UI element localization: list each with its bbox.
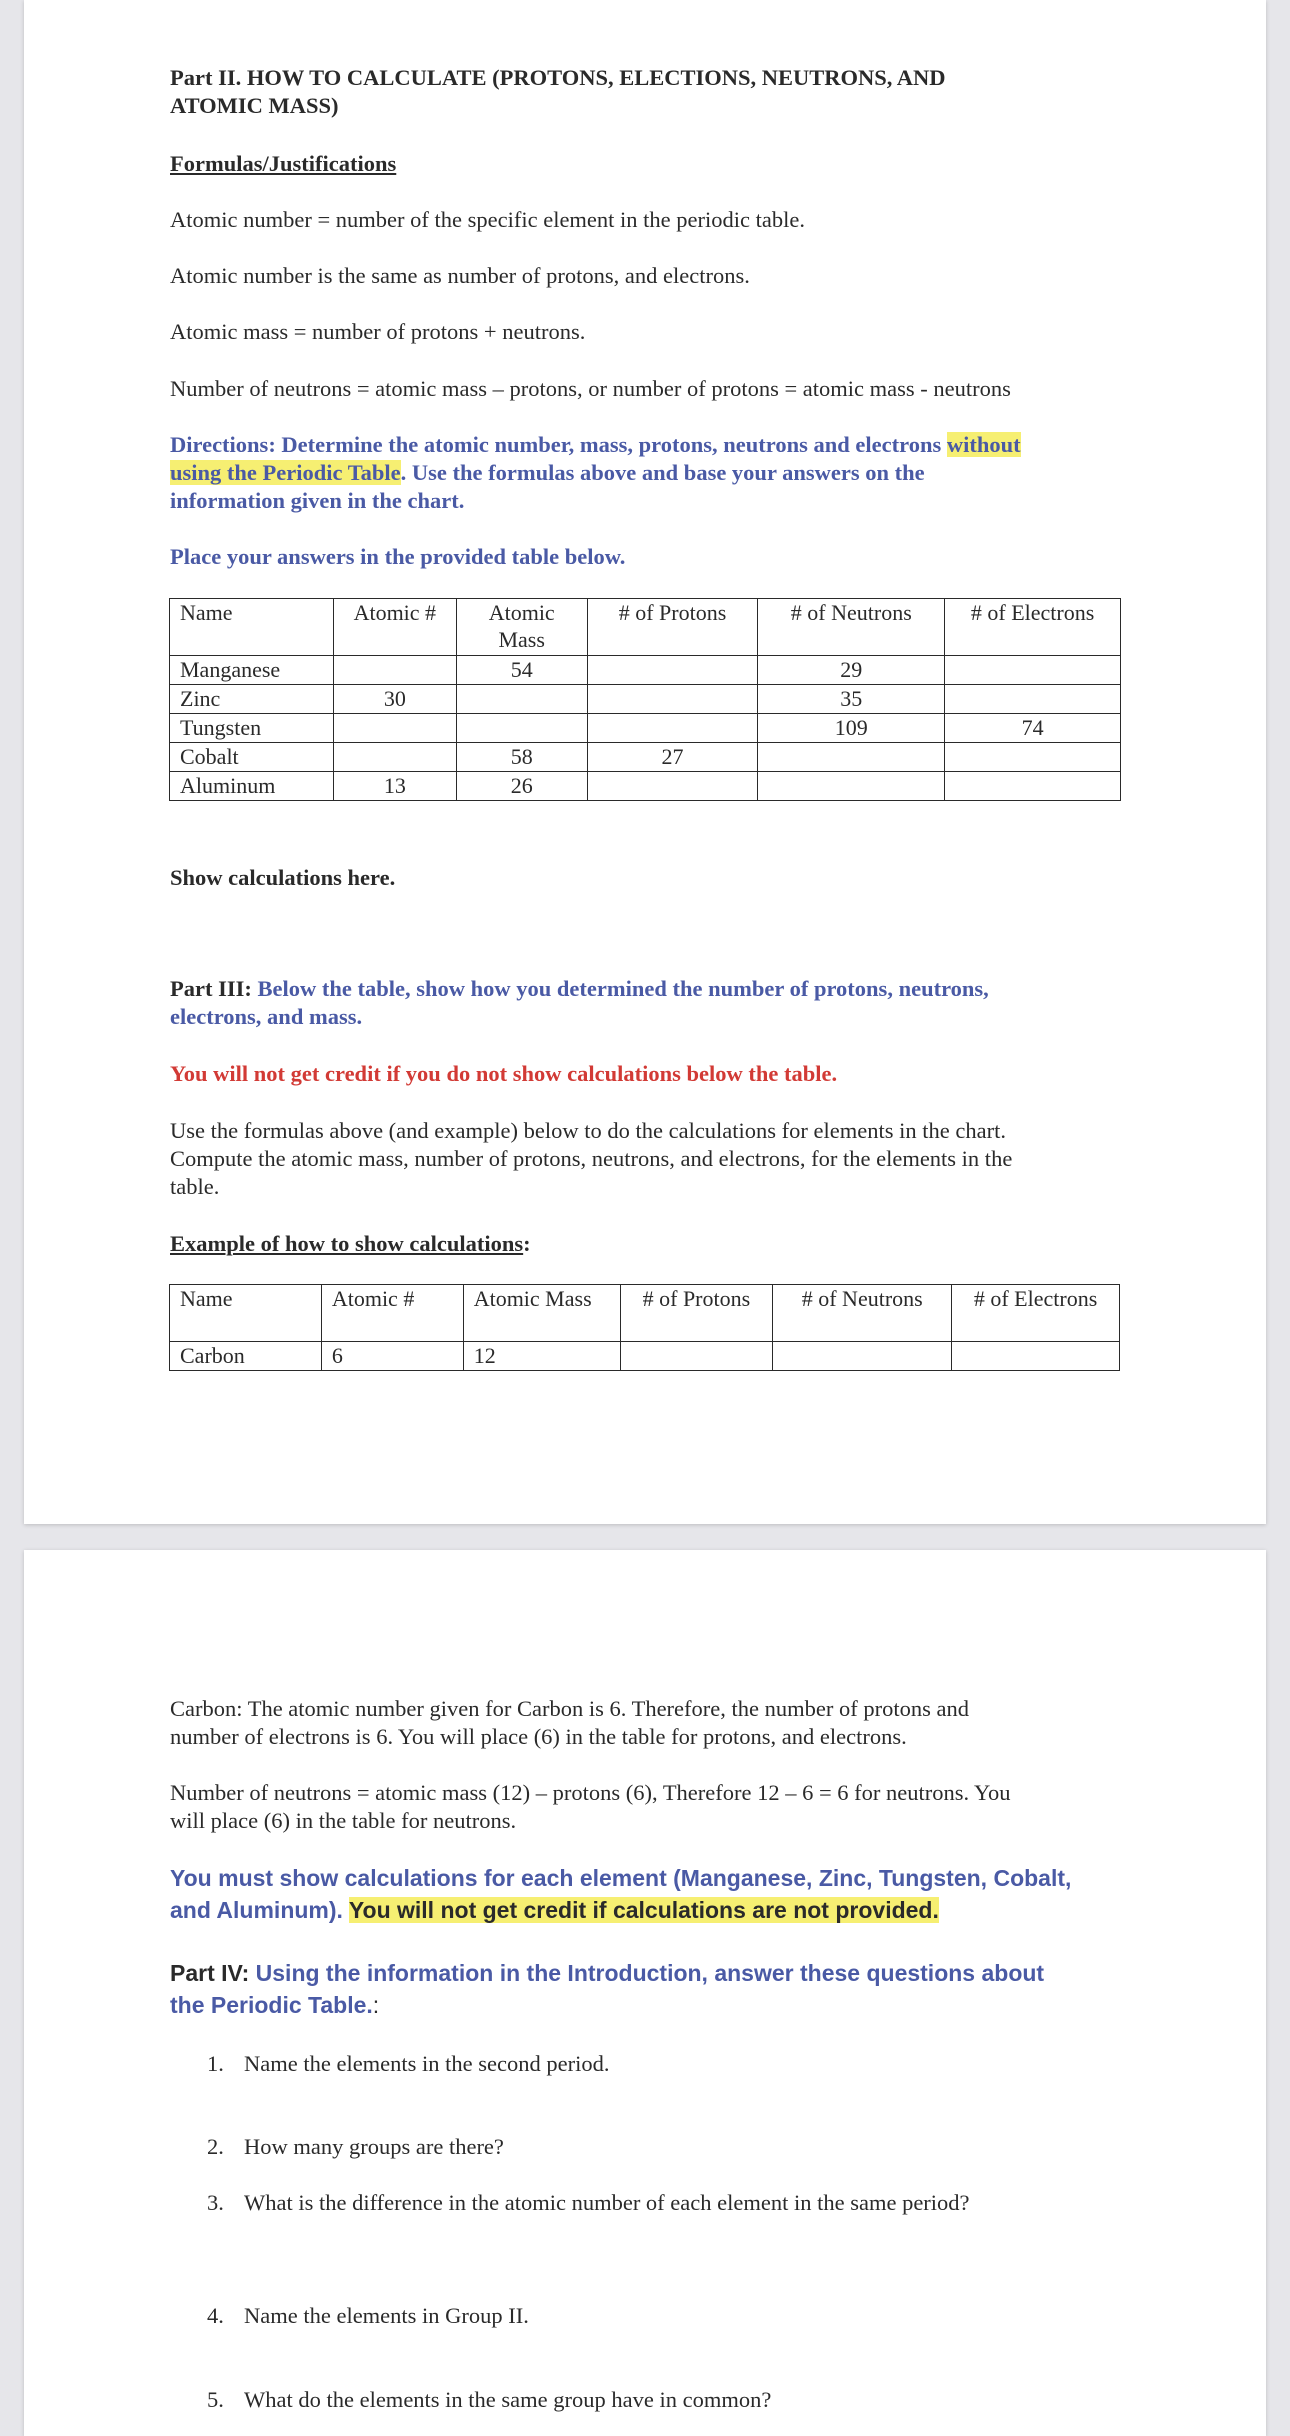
cell-atomic-mass[interactable]: 54 <box>456 656 587 685</box>
cell-neutrons[interactable]: 29 <box>758 656 945 685</box>
part4-title: Part IV: Using the information in the Introduction, answer these questions about the Periodic Table.: <box>170 1960 1045 2018</box>
calculation-instructions: Use the formulas above (and example) below to do the calculations for elements in the chart. Compute the atomic mass, number of protons, neutrons, and electrons, for the elements in the table. <box>170 1118 1013 1199</box>
place-answers: Place your answers in the provided table below. <box>170 544 626 569</box>
formulas-heading: Formulas/Justifications <box>170 151 397 176</box>
cell-name: Cobalt <box>170 743 334 772</box>
header-atomic-number: Atomic # <box>333 599 456 656</box>
cell-electrons[interactable]: 74 <box>945 714 1121 743</box>
cell-atomic-mass[interactable] <box>456 685 587 714</box>
cell-name: Carbon <box>170 1342 322 1371</box>
document-page-1 <box>24 0 1266 1524</box>
list-item: 5. What do the elements in the same group have in common? <box>207 2387 772 2412</box>
cell-protons[interactable] <box>587 772 758 801</box>
header-protons: # of Protons <box>587 599 758 656</box>
cell-neutrons[interactable] <box>758 772 945 801</box>
cell-atomic-mass[interactable]: 58 <box>456 743 587 772</box>
directions-highlight-b: using the Periodic Table <box>170 460 401 485</box>
cell-atomic-number[interactable]: 30 <box>333 685 456 714</box>
neutron-explanation: Number of neutrons = atomic mass (12) – protons (6), Therefore 12 – 6 = 6 for neutrons. You will place (6) in the table for neutrons. <box>170 1780 1011 1833</box>
list-item: 2. How many groups are there? <box>207 2134 504 2159</box>
list-item: 3. What is the difference in the atomic number of each element in the same period? <box>207 2190 970 2215</box>
cell-atomic-number[interactable] <box>333 656 456 685</box>
formula-protons-electrons: Atomic number is the same as number of protons, and electrons. <box>170 263 750 288</box>
answer-table <box>169 598 1121 801</box>
cell-electrons[interactable] <box>945 772 1121 801</box>
header-name: Name <box>170 599 334 656</box>
header-neutrons: # of Neutrons <box>773 1285 952 1342</box>
credit-warning: You will not get credit if you do not show calculations below the table. <box>170 1061 838 1086</box>
cell-atomic-mass[interactable] <box>456 714 587 743</box>
formula-neutrons: Number of neutrons = atomic mass – protons, or number of protons = atomic mass - neutrons <box>170 376 1011 401</box>
table-row <box>170 743 1121 772</box>
table-row <box>170 772 1121 801</box>
directions-highlight-a: without <box>946 432 1021 457</box>
cell-name: Manganese <box>170 656 334 685</box>
part2-title: Part II. HOW TO CALCULATE (PROTONS, ELECTIONS, NEUTRONS, AND ATOMIC MASS) <box>170 65 946 118</box>
carbon-explanation: Carbon: The atomic number given for Carbon is 6. Therefore, the number of protons and number of electrons is 6. You will place (6) in the table for protons, and electrons. <box>170 1696 969 1749</box>
example-table-header <box>170 1285 1120 1342</box>
header-name: Name <box>170 1285 322 1342</box>
table-row <box>170 714 1121 743</box>
directions: Directions: Determine the atomic number, mass, protons, neutrons and electrons without using the Periodic Table. Use the formulas above and base your answers on the information given in the chart. <box>170 432 1021 513</box>
cell-electrons[interactable] <box>945 656 1121 685</box>
cell-protons[interactable]: 27 <box>587 743 758 772</box>
header-protons: # of Protons <box>620 1285 773 1342</box>
list-item: 4. Name the elements in Group II. <box>207 2303 529 2328</box>
document-page-2 <box>24 1550 1266 2436</box>
answer-table-header <box>170 599 1121 656</box>
cell-protons[interactable] <box>587 656 758 685</box>
cell-electrons[interactable] <box>952 1342 1120 1371</box>
cell-protons[interactable] <box>587 714 758 743</box>
cell-electrons[interactable] <box>945 743 1121 772</box>
show-calculations-label: Show calculations here. <box>170 865 396 890</box>
cell-neutrons[interactable] <box>758 743 945 772</box>
cell-atomic-mass: 12 <box>463 1342 620 1371</box>
table-row <box>170 1342 1120 1371</box>
header-atomic-mass: Atomic Mass <box>463 1285 620 1342</box>
cell-neutrons[interactable]: 109 <box>758 714 945 743</box>
cell-name: Aluminum <box>170 772 334 801</box>
cell-atomic-number[interactable]: 13 <box>333 772 456 801</box>
header-atomic-number: Atomic # <box>321 1285 463 1342</box>
list-item: 1. Name the elements in the second period. <box>207 2051 610 2076</box>
header-electrons: # of Electrons <box>952 1285 1120 1342</box>
part3-title: Part III: Below the table, show how you determined the number of protons, neutrons, electrons, and mass. <box>170 976 989 1029</box>
cell-protons[interactable] <box>587 685 758 714</box>
header-atomic-mass: Atomic Mass <box>456 599 587 656</box>
must-show-highlight: You will not get credit if calculations are not provided. <box>348 1897 939 1923</box>
cell-atomic-number[interactable] <box>333 743 456 772</box>
table-row <box>170 656 1121 685</box>
formula-atomic-mass: Atomic mass = number of protons + neutrons. <box>170 319 586 344</box>
example-table <box>169 1284 1120 1371</box>
cell-name: Zinc <box>170 685 334 714</box>
cell-atomic-mass[interactable]: 26 <box>456 772 587 801</box>
table-row <box>170 685 1121 714</box>
cell-protons[interactable] <box>620 1342 773 1371</box>
cell-name: Tungsten <box>170 714 334 743</box>
header-neutrons: # of Neutrons <box>758 599 945 656</box>
header-electrons: # of Electrons <box>945 599 1121 656</box>
must-show-calculations: You must show calculations for each element (Manganese, Zinc, Tungsten, Cobalt, and Aluminum). You will not get credit if calculations are not provided. <box>170 1865 1072 1923</box>
cell-atomic-number[interactable] <box>333 714 456 743</box>
cell-neutrons[interactable] <box>773 1342 952 1371</box>
example-heading: Example of how to show calculations: <box>170 1231 531 1256</box>
cell-neutrons[interactable]: 35 <box>758 685 945 714</box>
formula-atomic-number: Atomic number = number of the specific element in the periodic table. <box>170 207 805 232</box>
cell-atomic-number: 6 <box>321 1342 463 1371</box>
cell-electrons[interactable] <box>945 685 1121 714</box>
